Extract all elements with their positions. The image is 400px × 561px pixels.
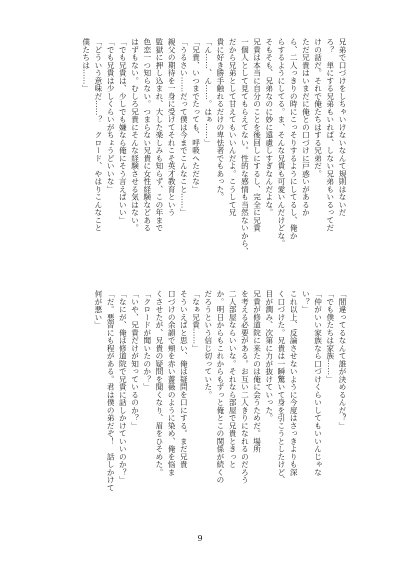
text-line: 口づけの余韻で頬を赤い薔薇のように染め、俺を悩ま (167, 290, 177, 476)
text-line: けの話だ。それで俺たちはする兄弟だ。 (313, 38, 323, 178)
text-line: そもそも、兄弟なのに妙に遠慮しすぎなんだよな。 (264, 38, 274, 217)
text-line: く口づけた。兄貴は一瞬驚いて身を引こうとしたけど、 (276, 290, 286, 484)
text-line: 「なぁ兄貴……」 (191, 290, 201, 352)
text-line: だから兄弟として甘えてもいいんだよ。こうして兄 (228, 38, 238, 217)
text-line: そういえばと思い、俺は疑問を口にする。まだ兄貴 (179, 290, 189, 469)
upper-text-column (40, 38, 348, 276)
text-line: 「でも僕たちは家族……」 (325, 290, 335, 383)
text-line: 「いや、兄貴だけが知っているのか？」 (130, 290, 140, 430)
text-line: だろうという信じ切っていた。 (203, 290, 213, 399)
text-line: 「クロードが聞いたのか？」 (142, 290, 152, 391)
text-line: 「兄貴、いつまでたっても、呼吸へただな」 (191, 38, 201, 193)
text-line: ただ兄貴はいまだに俺との口づけに戸惑いがあるか (301, 38, 311, 217)
text-line: い？」 (301, 290, 311, 314)
page-number: 9 (197, 534, 203, 543)
text-line: 「でも兄貴は少しくらいがちょうどいいな」 (106, 38, 116, 193)
text-line: 兄弟で口づけをしちゃいけないなんて規則はないだ (338, 38, 347, 217)
text-line: 「うるさい……だって僕は今までこんなこと……」 (179, 38, 189, 217)
lower-text-column (40, 290, 348, 528)
text-line: 「なにが、俺は修道院で兄貴に話しかけていいのか？」 (118, 290, 128, 484)
text-line: 親父の期待を一身に受けてそれこそ英才教育という (167, 38, 177, 217)
text-line: らするようにしてる。ま、そんな兄貴も可愛いんだけどな。 (276, 38, 286, 248)
text-line: 色恋一つ知らない。つまらない兄貴に女性経験などある (142, 38, 152, 232)
text-line: ろ？ 単にする兄弟もいれば、しない兄弟もいるってだ (325, 38, 335, 232)
text-line: 二人部屋ならいいな。それなら部屋で兄貴ときっと (228, 290, 238, 469)
text-line: 目が潤み、次第に力が抜けていった。 (264, 290, 274, 422)
text-line: はずもない。むしろ兄貴にそんな経験させる気はない。 (130, 38, 140, 232)
text-line: 何が悪い」 (93, 290, 103, 329)
text-line: 兄貴は本当に自分のことを後回しにするし、完全に兄貴 (252, 38, 262, 232)
text-line: 「だ。悪習にも程がある。君は僕の弟だぞ！ 話しかけて (106, 290, 116, 492)
text-line: 「でも兄貴は、少しでも嫌なら俺にそう言えばいい」 (118, 38, 128, 224)
text-line: 僕たちは……」 (81, 38, 91, 93)
text-line: これ以上、反論させないように今度はさっきよりも深 (289, 290, 299, 476)
text-line: 貴に好き勝手触れるだけの卑怯者でもあった。 (215, 38, 225, 201)
text-line: 一個人として見てもらえてない。性的な感情も当然ないから、 (240, 38, 250, 255)
text-line: 監獄に押し込まれ、大した楽しみも知らず、この年まで (154, 38, 164, 232)
text-line: 「どういう意味だ……？ クロード、やはりこんなこと (93, 38, 103, 232)
text-line: 「仲がいい家族なら口づけくらいしてもいいんじゃな (313, 290, 323, 476)
text-line: ら、二人っきりの時にこっそりするようにしてるし、俺か (289, 38, 299, 240)
text-line: 兄貴が修道院に来たのは俺に会うためだ。場所 (252, 290, 262, 453)
text-line: 「ん……、ん……。はぁ……」 (203, 38, 213, 147)
text-line: を考える必要がある。お互い二人きりになれるのだろう (240, 290, 250, 484)
text-line: 「間違ってるなんて誰が決めるんだ？」 (338, 290, 347, 430)
text-line: くさせたが、兄貴の疑問を聞くなり、眉をひそめた。 (154, 290, 164, 476)
text-line: か。明日からもこれからもずっと俺とこの関係が続くの (215, 290, 225, 484)
